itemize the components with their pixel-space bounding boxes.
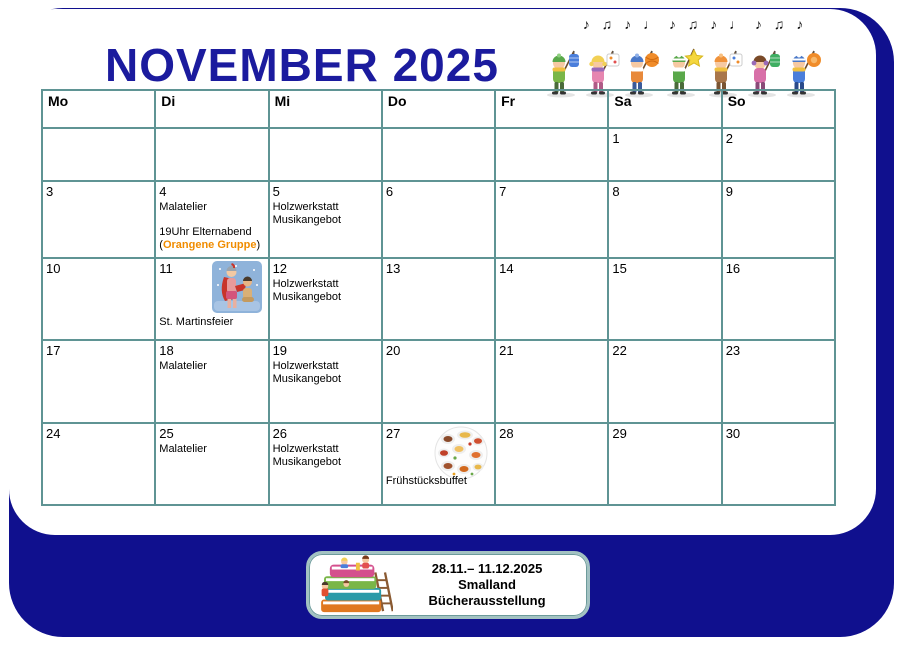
day-cell-13: 13 bbox=[382, 258, 495, 340]
day-cell-2: 2 bbox=[722, 128, 835, 181]
week-row-2 bbox=[42, 181, 835, 258]
week-row-4 bbox=[42, 340, 835, 423]
day-cell-empty bbox=[269, 128, 382, 181]
event-musikangebot: Musikangebot bbox=[272, 456, 342, 468]
day-cell-25: 25 Malatelier bbox=[155, 423, 268, 505]
music-notes-icon: ♪ ♫ ♪ ♩ ♪ ♫ ♪ ♩ ♪ ♫ ♪ bbox=[582, 16, 808, 32]
event-musikangebot: Musikangebot bbox=[272, 214, 342, 226]
day-cell-28: 28 bbox=[495, 423, 608, 505]
day-cell-7: 7 bbox=[495, 181, 608, 258]
day-cell-26: 26 Holzwerkstatt Musikangebot bbox=[269, 423, 382, 505]
event-holzwerkstatt: Holzwerkstatt bbox=[272, 443, 339, 455]
day-cell-17: 17 bbox=[42, 340, 155, 423]
event-holzwerkstatt: Holzwerkstatt bbox=[272, 360, 339, 372]
event-malatelier: Malatelier bbox=[159, 443, 207, 455]
event-orange-gruppe: (Orangene Gruppe) bbox=[159, 239, 261, 251]
weekday-so: So bbox=[722, 90, 835, 128]
day-cell-19: 19 Holzwerkstatt Musikangebot bbox=[269, 340, 382, 423]
banner-name: Smalland bbox=[458, 577, 516, 592]
event-martinsfeier: St. Martinsfeier bbox=[159, 316, 234, 328]
day-cell-8: 8 bbox=[608, 181, 721, 258]
banner-event: Bücherausstellung bbox=[428, 593, 546, 608]
day-cell-empty bbox=[495, 128, 608, 181]
day-cell-5: 5 Holzwerkstatt Musikangebot bbox=[269, 181, 382, 258]
day-cell-empty bbox=[42, 128, 155, 181]
day-cell-empty bbox=[155, 128, 268, 181]
weekday-fr: Fr bbox=[495, 90, 608, 128]
event-elternabend: 19Uhr Elternabend bbox=[159, 226, 252, 238]
st-martin-illustration bbox=[212, 261, 262, 313]
weekday-mo: Mo bbox=[42, 90, 155, 128]
event-holzwerkstatt: Holzwerkstatt bbox=[272, 201, 339, 213]
week-row-1 bbox=[42, 128, 835, 181]
day-cell-20: 20 bbox=[382, 340, 495, 423]
weekday-di: Di bbox=[155, 90, 268, 128]
event-malatelier: Malatelier bbox=[159, 360, 207, 372]
day-cell-18: 18 Malatelier bbox=[155, 340, 268, 423]
event-malatelier: Malatelier bbox=[159, 201, 207, 213]
day-cell-16: 16 bbox=[722, 258, 835, 340]
breakfast-buffet-illustration bbox=[434, 426, 488, 480]
day-cell-14: 14 bbox=[495, 258, 608, 340]
event-fruehstuecksbuffet: Frühstücksbuffet bbox=[385, 475, 467, 487]
book-exhibition-banner bbox=[306, 551, 590, 619]
day-cell-30: 30 bbox=[722, 423, 835, 505]
day-cell-3: 3 bbox=[42, 181, 155, 258]
day-cell-11: 11 St. Martinsfeier bbox=[155, 258, 268, 340]
day-cell-empty bbox=[382, 128, 495, 181]
book-stack-illustration bbox=[317, 555, 393, 615]
day-cell-23: 23 bbox=[722, 340, 835, 423]
day-cell-21: 21 bbox=[495, 340, 608, 423]
event-musikangebot: Musikangebot bbox=[272, 373, 342, 385]
calendar-table bbox=[41, 89, 836, 506]
day-cell-22: 22 bbox=[608, 340, 721, 423]
week-row-3 bbox=[42, 258, 835, 340]
page-title: NOVEMBER 2025 bbox=[105, 39, 499, 91]
day-cell-15: 15 bbox=[608, 258, 721, 340]
day-cell-6: 6 bbox=[382, 181, 495, 258]
day-cell-29: 29 bbox=[608, 423, 721, 505]
weekday-sa: Sa bbox=[608, 90, 721, 128]
event-musikangebot: Musikangebot bbox=[272, 291, 342, 303]
lantern-children-icon bbox=[541, 28, 836, 98]
day-cell-12: 12 Holzwerkstatt Musikangebot bbox=[269, 258, 382, 340]
banner-dates: 28.11.– 11.12.2025 bbox=[431, 561, 543, 576]
weekday-do: Do bbox=[382, 90, 495, 128]
banner-text bbox=[393, 561, 587, 609]
lantern-parade-illustration bbox=[541, 14, 836, 98]
weekday-mi: Mi bbox=[269, 90, 382, 128]
event-holzwerkstatt: Holzwerkstatt bbox=[272, 278, 339, 290]
day-cell-9: 9 bbox=[722, 181, 835, 258]
weekday-header-row bbox=[42, 90, 835, 128]
week-row-5 bbox=[42, 423, 835, 505]
day-cell-4: 4 Malatelier 19Uhr Elternabend (Orangene Gruppe) bbox=[155, 181, 268, 258]
day-cell-10: 10 bbox=[42, 258, 155, 340]
day-cell-24: 24 bbox=[42, 423, 155, 505]
day-cell-27: 27 Frühstücksbuffet bbox=[382, 423, 495, 505]
day-cell-1: 1 bbox=[608, 128, 721, 181]
